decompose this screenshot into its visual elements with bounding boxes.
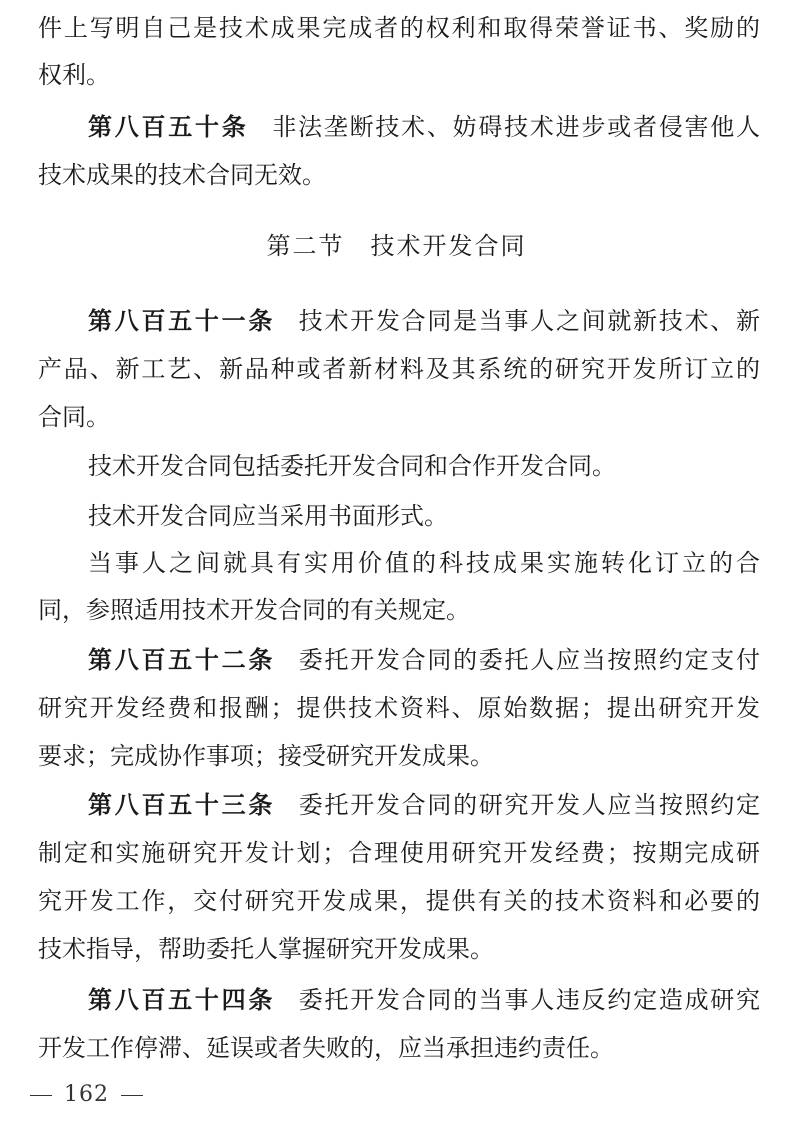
section-title: 技术开发合同 — [370, 232, 527, 260]
text-line: 合同。 — [38, 403, 110, 431]
text-line: 究开发工作，交付研究开发成果，提供有关的技术资料和必要的 — [38, 887, 760, 915]
article-label: 第八百五十三条 — [88, 791, 276, 819]
section-heading — [0, 226, 793, 266]
article-text: 非法垄断技术、妨碍技术进步或者侵害他人 — [270, 113, 761, 141]
article-label: 第八百五十二条 — [88, 646, 276, 674]
article-text: 技术开发合同是当事人之间就新技术、新 — [297, 307, 761, 335]
section-number: 第二节 — [266, 232, 345, 260]
text-line: 技术指导，帮助委托人掌握研究开发成果。 — [38, 935, 494, 963]
footer-dash — [30, 1095, 52, 1096]
text-line: 件上写明自己是技术成果完成者的权利和取得荣誉证书、奖励的 — [38, 14, 760, 42]
paragraph: 当事人之间就具有实用价值的科技成果实施转化订立的合 — [88, 549, 760, 577]
article-851 — [88, 301, 760, 341]
text-line: 权利。 — [38, 61, 110, 89]
page-number: 162 — [64, 1082, 109, 1107]
article-852 — [88, 640, 760, 680]
text-line: 同，参照适用技术开发合同的有关规定。 — [38, 596, 470, 624]
article-label: 第八百五十一条 — [88, 307, 276, 335]
article-854 — [88, 980, 760, 1020]
article-text: 委托开发合同的委托人应当按照约定支付 — [297, 646, 761, 674]
text-line: 研究开发经费和报酬；提供技术资料、原始数据；提出研究开发 — [38, 694, 760, 722]
text-line: 开发工作停滞、延误或者失败的，应当承担违约责任。 — [38, 1034, 614, 1062]
article-850 — [88, 107, 760, 147]
article-853 — [88, 785, 760, 825]
article-label: 第八百五十四条 — [88, 986, 276, 1014]
text-line: 制定和实施研究开发计划；合理使用研究开发经费；按期完成研 — [38, 839, 760, 867]
article-text: 委托开发合同的当事人违反约定造成研究 — [297, 986, 761, 1014]
article-label: 第八百五十条 — [88, 113, 249, 141]
text-line: 技术成果的技术合同无效。 — [38, 161, 326, 189]
footer-dash — [121, 1095, 143, 1096]
page-footer — [30, 1080, 143, 1110]
text-line: 产品、新工艺、新品种或者新材料及其系统的研究开发所订立的 — [38, 355, 760, 383]
paragraph: 技术开发合同应当采用书面形式。 — [88, 502, 448, 530]
paragraph: 技术开发合同包括委托开发合同和合作开发合同。 — [88, 452, 616, 480]
article-text: 委托开发合同的研究开发人应当按照约定 — [297, 791, 761, 819]
text-line: 要求；完成协作事项；接受研究开发成果。 — [38, 742, 494, 770]
